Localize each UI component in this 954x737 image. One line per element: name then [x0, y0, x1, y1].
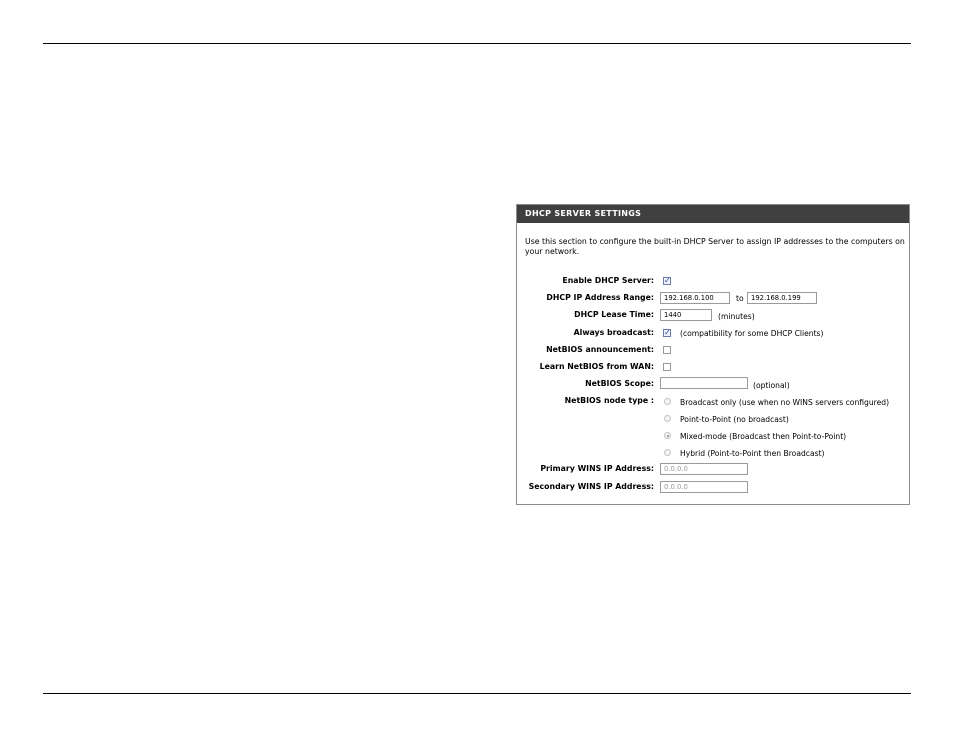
lease-time-label: DHCP Lease Time: [574, 310, 654, 319]
netbios-node-type-label: NetBIOS node type : [564, 396, 654, 405]
secondary-wins-label: Secondary WINS IP Address: [528, 482, 654, 491]
bottom-divider [43, 693, 911, 694]
top-divider [43, 43, 911, 44]
netbios-scope-label: NetBIOS Scope: [585, 379, 654, 388]
node-type-hybrid-radio[interactable] [664, 449, 671, 456]
primary-wins-input[interactable]: 0.0.0.0 [660, 463, 748, 475]
node-type-mixed-radio[interactable] [664, 432, 671, 439]
learn-netbios-label: Learn NetBIOS from WAN: [539, 362, 654, 371]
primary-wins-label: Primary WINS IP Address: [540, 464, 654, 473]
node-type-broadcast-label: Broadcast only (use when no WINS servers configured) [680, 398, 890, 407]
always-broadcast-checkbox[interactable] [663, 329, 671, 337]
ip-range-label: DHCP IP Address Range: [546, 293, 654, 302]
netbios-scope-input[interactable] [660, 377, 748, 389]
lease-time-unit: (minutes) [718, 312, 755, 321]
panel-description: Use this section to configure the built-in DHCP Server to assign IP addresses to the computers on your network. [525, 237, 905, 256]
ip-range-start-input[interactable]: 192.168.0.100 [660, 292, 730, 304]
node-type-hybrid-label: Hybrid (Point-to-Point then Broadcast) [680, 449, 825, 458]
enable-dhcp-checkbox[interactable] [663, 277, 671, 285]
learn-netbios-checkbox[interactable] [663, 363, 671, 371]
always-broadcast-note: (compatibility for some DHCP Clients) [680, 329, 824, 338]
node-type-broadcast-radio[interactable] [664, 398, 671, 405]
ip-range-to-label: to [736, 294, 744, 303]
panel-title: DHCP SERVER SETTINGS [517, 205, 909, 223]
ip-range-end-input[interactable]: 192.168.0.199 [747, 292, 817, 304]
node-type-p2p-radio[interactable] [664, 415, 671, 422]
always-broadcast-label: Always broadcast: [573, 328, 654, 337]
node-type-mixed-label: Mixed-mode (Broadcast then Point-to-Point) [680, 432, 847, 441]
netbios-announcement-label: NetBIOS announcement: [546, 345, 654, 354]
checkmark-icon: ✓ [664, 328, 671, 337]
node-type-p2p-label: Point-to-Point (no broadcast) [680, 415, 789, 424]
enable-dhcp-label: Enable DHCP Server: [562, 276, 654, 285]
dhcp-server-settings-panel [516, 204, 910, 505]
netbios-scope-note: (optional) [753, 381, 790, 390]
checkmark-icon: ✓ [664, 276, 671, 285]
secondary-wins-input[interactable]: 0.0.0.0 [660, 481, 748, 493]
netbios-announcement-checkbox[interactable] [663, 346, 671, 354]
lease-time-input[interactable]: 1440 [660, 309, 712, 321]
